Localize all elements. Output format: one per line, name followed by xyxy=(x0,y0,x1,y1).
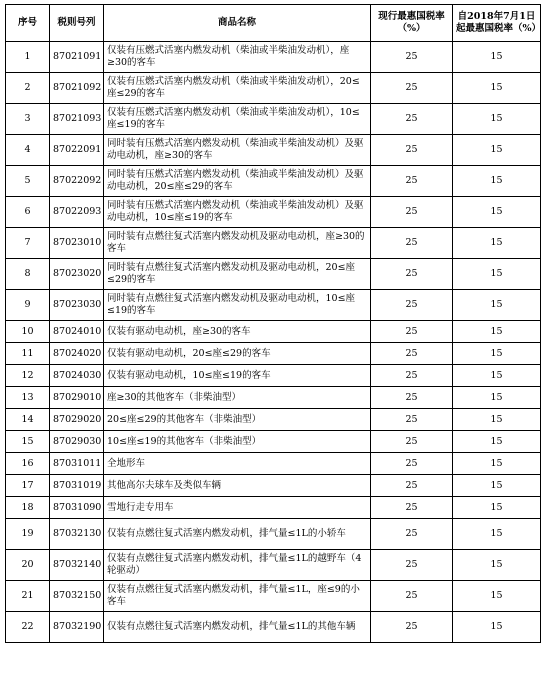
cell-current-rate: 25 xyxy=(371,409,453,431)
cell-name: 仅装有压燃式活塞内燃发动机（柴油或半柴油发动机），20≤座≤29的客车 xyxy=(104,73,371,104)
cell-code: 87023010 xyxy=(50,228,104,259)
table-row xyxy=(6,475,541,497)
header-name: 商品名称 xyxy=(104,5,371,42)
cell-seq: 19 xyxy=(6,519,50,550)
cell-seq: 22 xyxy=(6,612,50,643)
table-row xyxy=(6,290,541,321)
cell-name: 仅装有点燃往复式活塞内燃发动机，排气量≤1L，座≤9的小客车 xyxy=(104,581,371,612)
cell-name: 仅装有压燃式活塞内燃发动机（柴油或半柴油发动机），座≥30的客车 xyxy=(104,42,371,73)
table-row xyxy=(6,387,541,409)
cell-code: 87023030 xyxy=(50,290,104,321)
cell-current-rate: 25 xyxy=(371,581,453,612)
cell-seq: 21 xyxy=(6,581,50,612)
cell-new-rate: 15 xyxy=(453,475,541,497)
cell-current-rate: 25 xyxy=(371,519,453,550)
cell-new-rate: 15 xyxy=(453,581,541,612)
cell-seq: 14 xyxy=(6,409,50,431)
cell-code: 87032140 xyxy=(50,550,104,581)
cell-current-rate: 25 xyxy=(371,550,453,581)
cell-code: 87024020 xyxy=(50,343,104,365)
cell-code: 87022091 xyxy=(50,135,104,166)
header-new-rate: 自2018年7月1日起最惠国税率（%） xyxy=(453,5,541,42)
table-row xyxy=(6,365,541,387)
cell-seq: 2 xyxy=(6,73,50,104)
cell-code: 87024010 xyxy=(50,321,104,343)
cell-new-rate: 15 xyxy=(453,73,541,104)
tariff-table xyxy=(5,4,541,643)
cell-new-rate: 15 xyxy=(453,321,541,343)
cell-new-rate: 15 xyxy=(453,431,541,453)
cell-name: 仅装有驱动电动机，20≤座≤29的客车 xyxy=(104,343,371,365)
table-row xyxy=(6,321,541,343)
header-code: 税则号列 xyxy=(50,5,104,42)
table-row xyxy=(6,550,541,581)
cell-code: 87029030 xyxy=(50,431,104,453)
table-row xyxy=(6,612,541,643)
cell-code: 87032190 xyxy=(50,612,104,643)
cell-code: 87031090 xyxy=(50,497,104,519)
table-row xyxy=(6,519,541,550)
cell-current-rate: 25 xyxy=(371,343,453,365)
cell-code: 87021093 xyxy=(50,104,104,135)
cell-current-rate: 25 xyxy=(371,321,453,343)
cell-seq: 16 xyxy=(6,453,50,475)
table-row xyxy=(6,409,541,431)
cell-name: 仅装有压燃式活塞内燃发动机（柴油或半柴油发动机），10≤座≤19的客车 xyxy=(104,104,371,135)
table-row xyxy=(6,497,541,519)
cell-seq: 1 xyxy=(6,42,50,73)
cell-current-rate: 25 xyxy=(371,42,453,73)
cell-current-rate: 25 xyxy=(371,104,453,135)
cell-current-rate: 25 xyxy=(371,259,453,290)
table-row xyxy=(6,228,541,259)
cell-name: 雪地行走专用车 xyxy=(104,497,371,519)
cell-name: 座≥30的其他客车（非柴油型） xyxy=(104,387,371,409)
cell-code: 87021091 xyxy=(50,42,104,73)
cell-name: 10≤座≤19的其他客车（非柴油型） xyxy=(104,431,371,453)
cell-new-rate: 15 xyxy=(453,166,541,197)
cell-name: 同时装有点燃往复式活塞内燃发动机及驱动电动机，10≤座≤19的客车 xyxy=(104,290,371,321)
cell-new-rate: 15 xyxy=(453,497,541,519)
header-row xyxy=(6,5,541,42)
cell-seq: 6 xyxy=(6,197,50,228)
table-row xyxy=(6,42,541,73)
cell-code: 87029010 xyxy=(50,387,104,409)
cell-new-rate: 15 xyxy=(453,550,541,581)
cell-name: 同时装有点燃往复式活塞内燃发动机及驱动电动机，20≤座≤29的客车 xyxy=(104,259,371,290)
cell-current-rate: 25 xyxy=(371,73,453,104)
cell-new-rate: 15 xyxy=(453,197,541,228)
cell-seq: 5 xyxy=(6,166,50,197)
cell-seq: 11 xyxy=(6,343,50,365)
cell-current-rate: 25 xyxy=(371,475,453,497)
table-row xyxy=(6,104,541,135)
cell-current-rate: 25 xyxy=(371,612,453,643)
cell-new-rate: 15 xyxy=(453,365,541,387)
cell-current-rate: 25 xyxy=(371,365,453,387)
cell-code: 87032130 xyxy=(50,519,104,550)
cell-seq: 15 xyxy=(6,431,50,453)
table-row xyxy=(6,581,541,612)
table-body xyxy=(6,42,541,643)
cell-code: 87023020 xyxy=(50,259,104,290)
table-row xyxy=(6,166,541,197)
cell-new-rate: 15 xyxy=(453,387,541,409)
cell-seq: 20 xyxy=(6,550,50,581)
cell-new-rate: 15 xyxy=(453,343,541,365)
cell-name: 仅装有驱动电动机，座≥30的客车 xyxy=(104,321,371,343)
cell-name: 同时装有压燃式活塞内燃发动机（柴油或半柴油发动机）及驱动电动机，10≤座≤19的客车 xyxy=(104,197,371,228)
cell-name: 20≤座≤29的其他客车（非柴油型） xyxy=(104,409,371,431)
cell-name: 同时装有压燃式活塞内燃发动机（柴油或半柴油发动机）及驱动电动机，20≤座≤29的客车 xyxy=(104,166,371,197)
cell-seq: 7 xyxy=(6,228,50,259)
cell-name: 仅装有点燃往复式活塞内燃发动机，排气量≤1L的越野车（4轮驱动） xyxy=(104,550,371,581)
table-row xyxy=(6,197,541,228)
cell-new-rate: 15 xyxy=(453,290,541,321)
cell-code: 87022093 xyxy=(50,197,104,228)
header-seq: 序号 xyxy=(6,5,50,42)
cell-new-rate: 15 xyxy=(453,104,541,135)
cell-code: 87021092 xyxy=(50,73,104,104)
cell-new-rate: 15 xyxy=(453,135,541,166)
cell-name: 仅装有点燃往复式活塞内燃发动机，排气量≤1L的小轿车 xyxy=(104,519,371,550)
cell-seq: 10 xyxy=(6,321,50,343)
cell-current-rate: 25 xyxy=(371,290,453,321)
cell-name: 同时装有压燃式活塞内燃发动机（柴油或半柴油发动机）及驱动电动机，座≥30的客车 xyxy=(104,135,371,166)
cell-current-rate: 25 xyxy=(371,166,453,197)
cell-name: 同时装有点燃往复式活塞内燃发动机及驱动电动机，座≥30的客车 xyxy=(104,228,371,259)
cell-name: 其他高尔夫球车及类似车辆 xyxy=(104,475,371,497)
cell-current-rate: 25 xyxy=(371,497,453,519)
cell-code: 87031011 xyxy=(50,453,104,475)
cell-new-rate: 15 xyxy=(453,519,541,550)
cell-current-rate: 25 xyxy=(371,228,453,259)
table-row xyxy=(6,73,541,104)
cell-seq: 4 xyxy=(6,135,50,166)
cell-seq: 12 xyxy=(6,365,50,387)
header-current-rate: 现行最惠国税率（%） xyxy=(371,5,453,42)
cell-seq: 9 xyxy=(6,290,50,321)
cell-new-rate: 15 xyxy=(453,42,541,73)
cell-current-rate: 25 xyxy=(371,135,453,166)
cell-seq: 17 xyxy=(6,475,50,497)
cell-seq: 13 xyxy=(6,387,50,409)
cell-seq: 18 xyxy=(6,497,50,519)
table-row xyxy=(6,259,541,290)
table-row xyxy=(6,135,541,166)
table-row xyxy=(6,343,541,365)
cell-current-rate: 25 xyxy=(371,453,453,475)
cell-current-rate: 25 xyxy=(371,197,453,228)
table-row xyxy=(6,431,541,453)
cell-name: 全地形车 xyxy=(104,453,371,475)
cell-new-rate: 15 xyxy=(453,228,541,259)
cell-code: 87022092 xyxy=(50,166,104,197)
cell-name: 仅装有点燃往复式活塞内燃发动机，排气量≤1L的其他车辆 xyxy=(104,612,371,643)
cell-new-rate: 15 xyxy=(453,612,541,643)
cell-code: 87024030 xyxy=(50,365,104,387)
cell-seq: 8 xyxy=(6,259,50,290)
cell-current-rate: 25 xyxy=(371,387,453,409)
cell-name: 仅装有驱动电动机，10≤座≤19的客车 xyxy=(104,365,371,387)
cell-code: 87029020 xyxy=(50,409,104,431)
cell-new-rate: 15 xyxy=(453,259,541,290)
cell-new-rate: 15 xyxy=(453,409,541,431)
cell-seq: 3 xyxy=(6,104,50,135)
cell-current-rate: 25 xyxy=(371,431,453,453)
cell-new-rate: 15 xyxy=(453,453,541,475)
cell-code: 87031019 xyxy=(50,475,104,497)
table-row xyxy=(6,453,541,475)
cell-code: 87032150 xyxy=(50,581,104,612)
